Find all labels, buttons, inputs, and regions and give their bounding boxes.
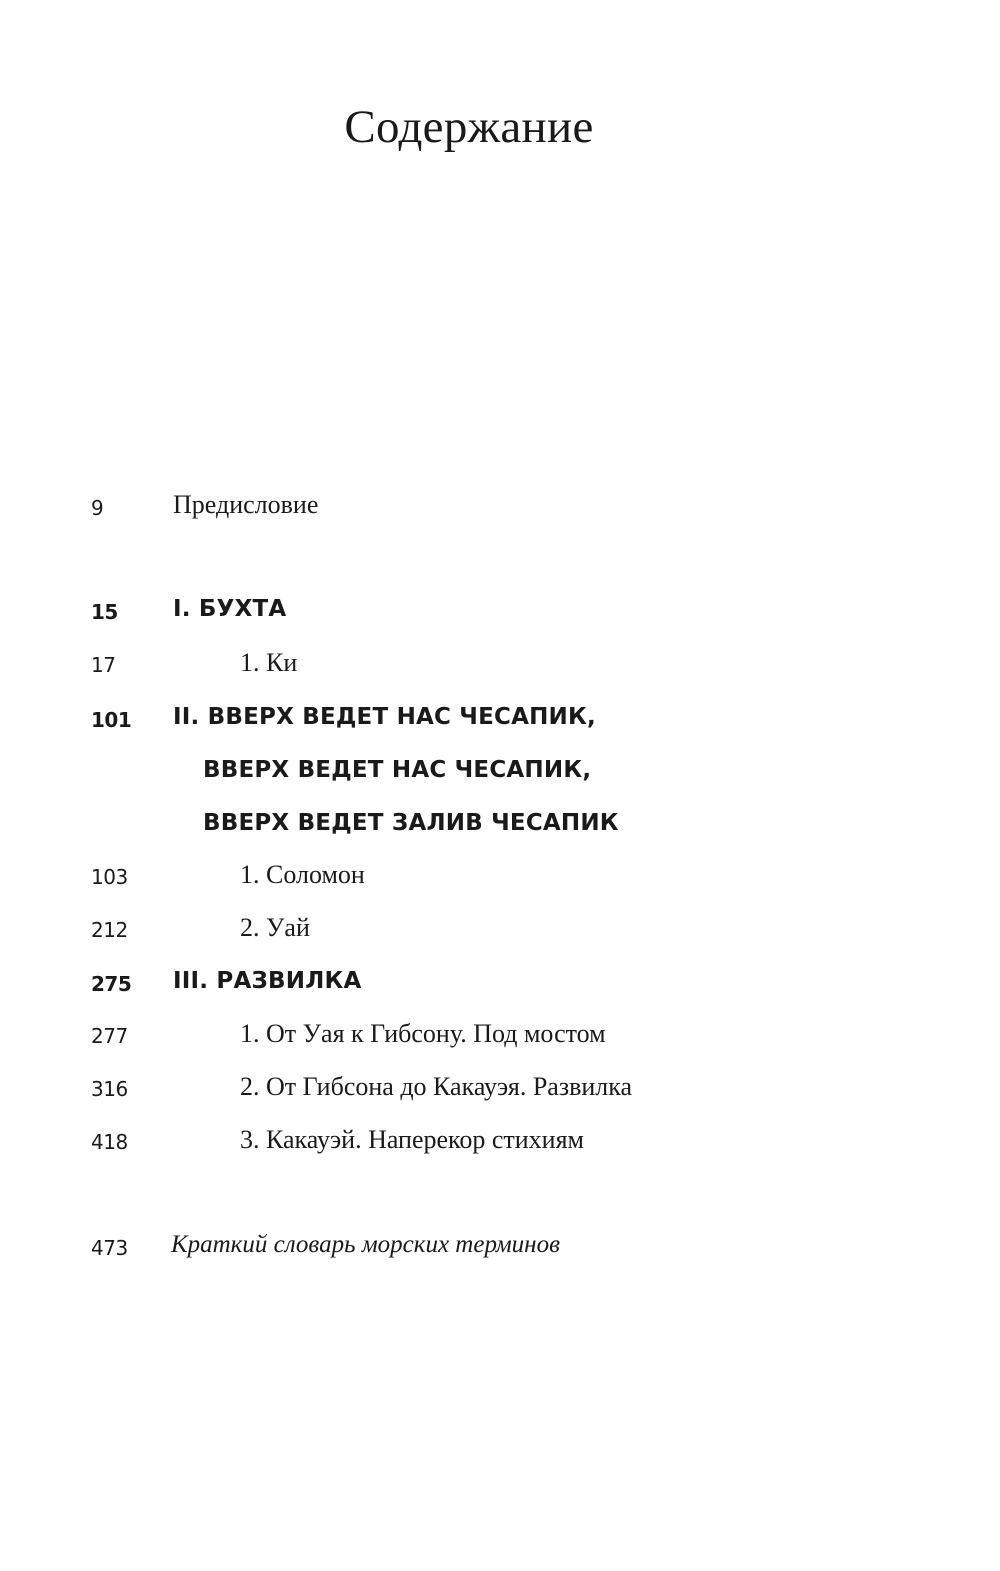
toc-entry-label: 1. От Уая к Гибсону. Под мостом xyxy=(240,1019,606,1048)
toc-page-number: 15 xyxy=(91,600,118,624)
toc-page-number: 316 xyxy=(91,1077,128,1101)
toc-page-number: 212 xyxy=(91,918,128,942)
toc-page-number: 9 xyxy=(91,496,104,520)
toc-entry-chapter[interactable] xyxy=(0,913,1000,953)
toc-entry-glossary[interactable] xyxy=(0,1231,1000,1271)
toc-page-number: 101 xyxy=(91,708,132,732)
toc-entry-preface[interactable] xyxy=(0,490,1000,530)
toc-entry-label: 1. Соломон xyxy=(240,860,365,889)
toc-part-title-continuation xyxy=(0,808,1000,848)
toc-entry-label: 3. Какауэй. Наперекор стихиям xyxy=(240,1125,584,1154)
toc-entry-label: 1. Ки xyxy=(240,648,298,677)
toc-entry-label: 2. От Гибсона до Какауэя. Развилка xyxy=(240,1072,633,1101)
toc-page-number: 275 xyxy=(91,972,132,996)
toc-entry-chapter[interactable] xyxy=(0,1125,1000,1165)
toc-page-number: 17 xyxy=(91,653,116,677)
toc-part-title: III. РАЗВИЛКА xyxy=(173,968,362,994)
toc-entry-label: Краткий словарь морских терминов xyxy=(171,1231,560,1258)
toc-part-title-line: II. ВВЕРХ ВЕДЕТ НАС ЧЕСАПИК, xyxy=(173,704,596,730)
toc-page-number: 473 xyxy=(91,1236,128,1260)
toc-part-title-line: ВВЕРХ ВЕДЕТ ЗАЛИВ ЧЕСАПИК xyxy=(203,810,619,836)
toc-part-title-line: ВВЕРХ ВЕДЕТ НАС ЧЕСАПИК, xyxy=(203,757,592,783)
toc-entry-chapter[interactable] xyxy=(0,648,1000,688)
toc-page-number: 103 xyxy=(91,865,128,889)
toc-page-number: 277 xyxy=(91,1024,128,1048)
toc-entry-part-2[interactable] xyxy=(0,702,1000,742)
toc-entry-label: 2. Уай xyxy=(240,913,310,942)
toc-part-title: I. БУХТА xyxy=(173,596,287,622)
toc-part-title-continuation xyxy=(0,755,1000,795)
page-title: Содержание xyxy=(344,101,594,153)
toc-entry-part-3[interactable] xyxy=(0,966,1000,1006)
toc-page-number: 418 xyxy=(91,1130,128,1154)
toc-entry-chapter[interactable] xyxy=(0,1019,1000,1059)
toc-entry-part-1[interactable] xyxy=(0,594,1000,634)
toc-entry-label: Предисловие xyxy=(173,490,319,519)
toc-entry-chapter[interactable] xyxy=(0,1072,1000,1112)
toc-entry-chapter[interactable] xyxy=(0,860,1000,900)
